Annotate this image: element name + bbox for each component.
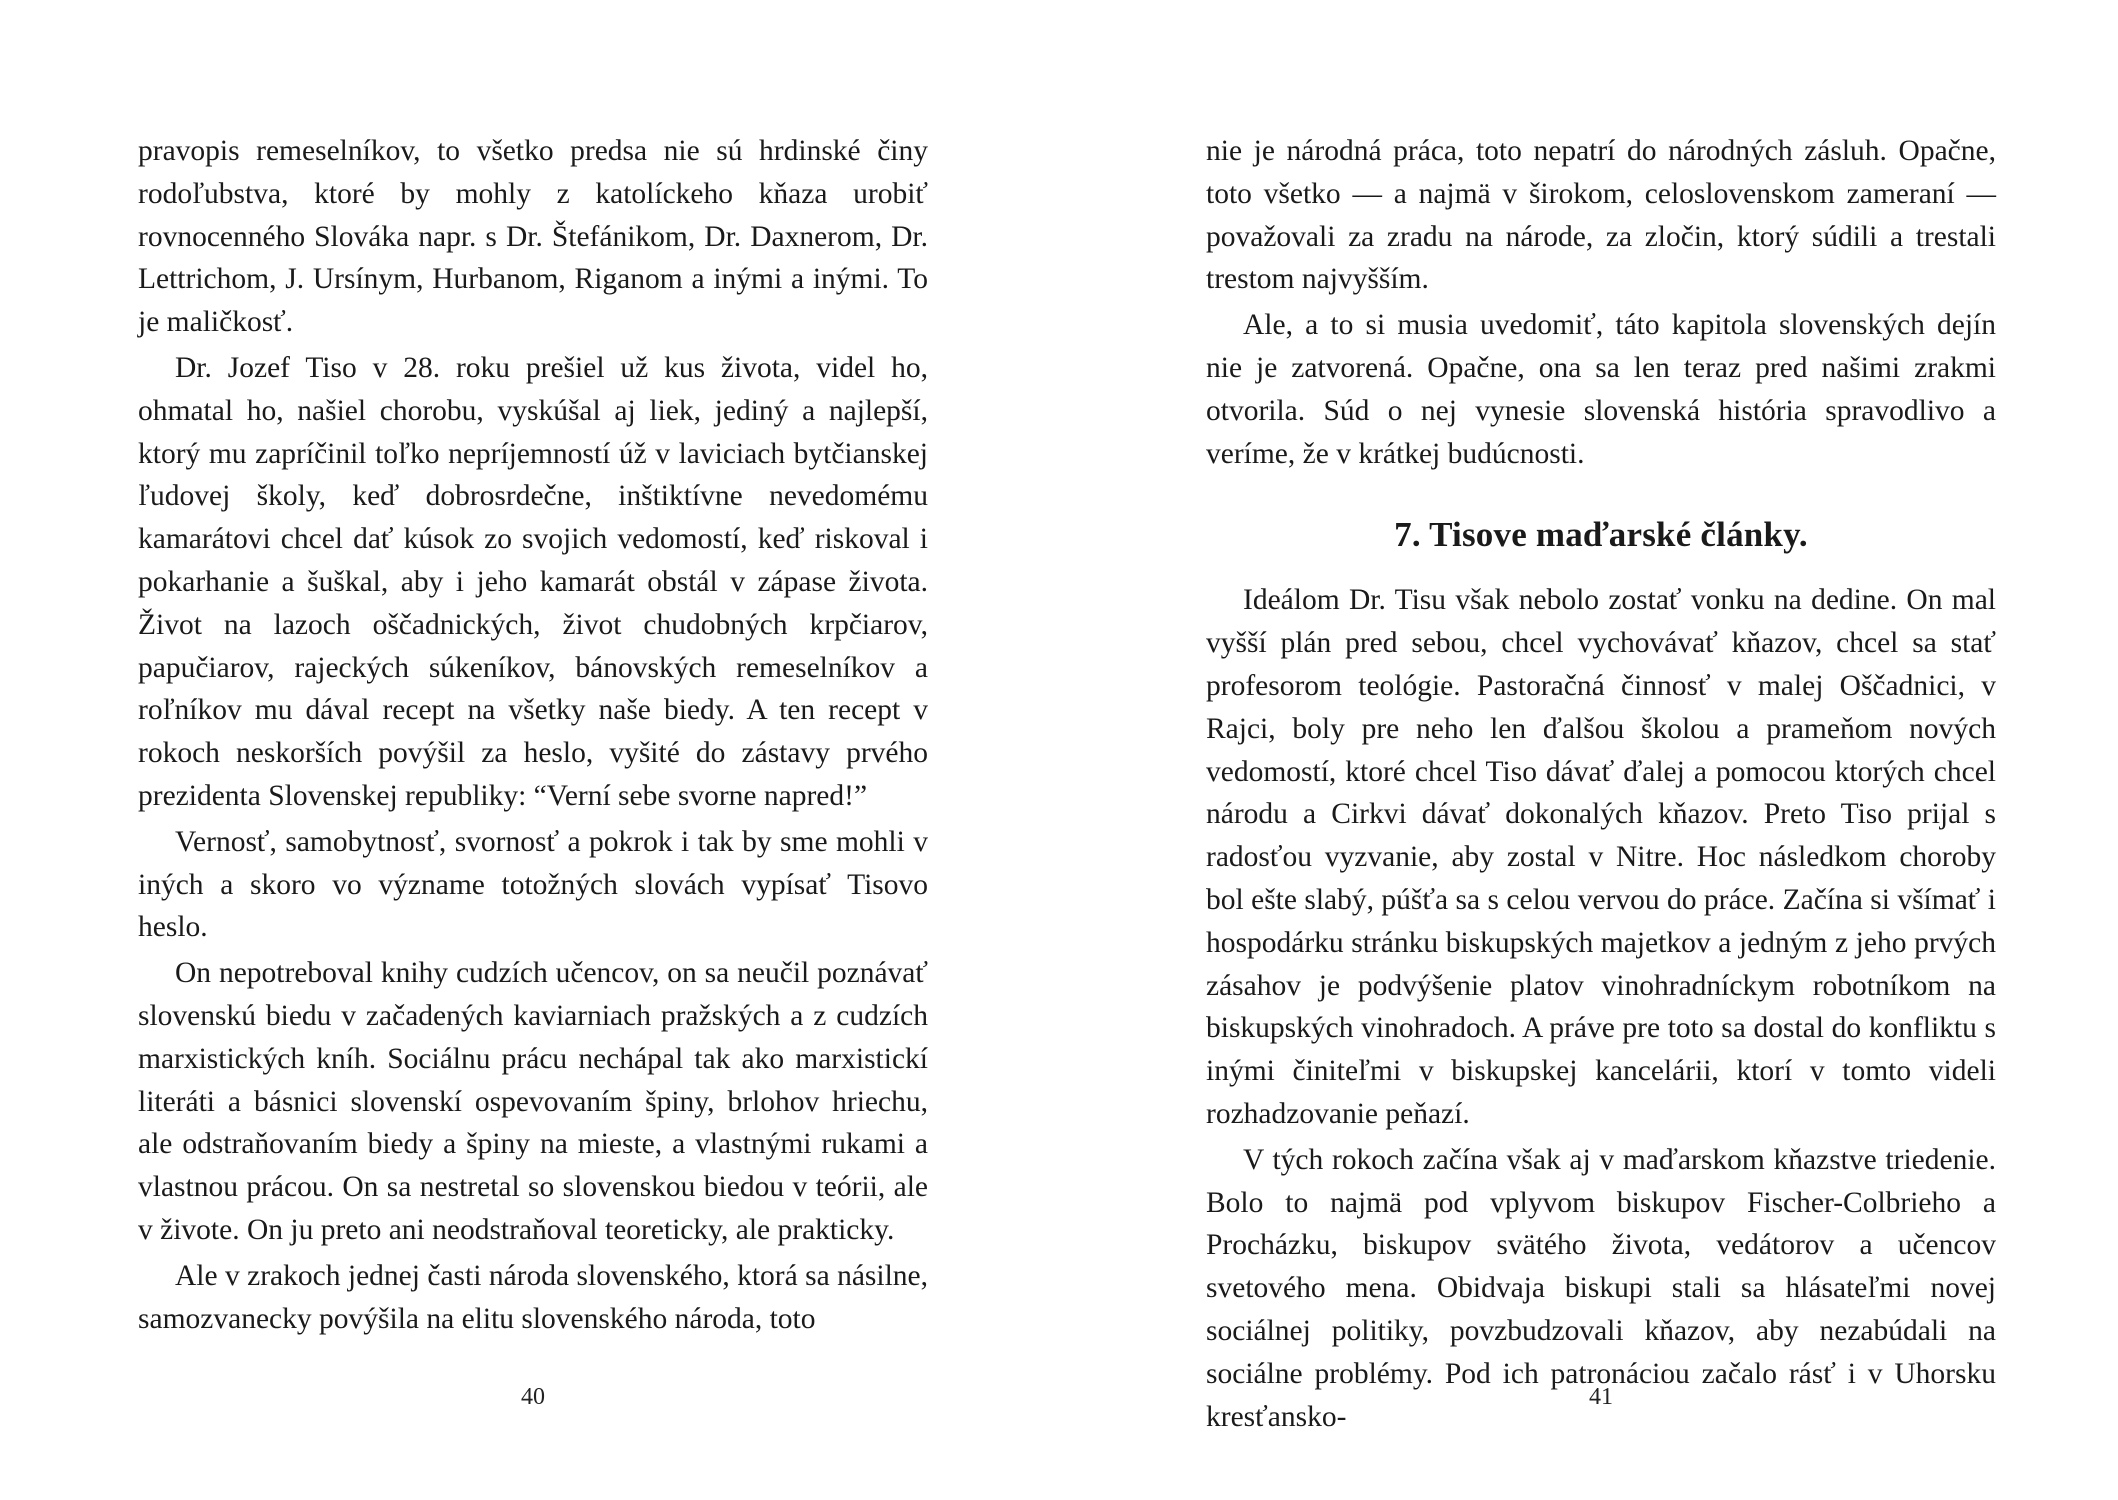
- chapter-heading: 7. Tisove maďarské články.: [1394, 515, 1808, 555]
- paragraph: pravopis remeselníkov, to všetko predsa nie sú hrdinské činy rodoľubstva, ktoré by mohly z katolíckeho kňaza urobiť rovnocenného Slováka napr. s Dr. Štefánikom, Dr. Daxnerom, Dr. Lettrichom, J. Ursínym, Hurbanom, Riganom a inými a inými. To je maličkosť.: [138, 135, 928, 339]
- left-page: [138, 130, 928, 1430]
- page-number-right: 41: [1589, 1384, 1613, 1410]
- paragraph: Vernosť, samobytnosť, svornosť a pokrok i tak by sme mohli v iných a skoro vo význame totožných slovách vypísať Tisovo heslo.: [138, 825, 928, 944]
- paragraph: Ale v zrakoch jednej časti národa slovenského, ktorá sa násilne, samozvanecky povýšila na elitu slovenského národa, toto: [138, 1259, 928, 1335]
- paragraph: Dr. Jozef Tiso v 28. roku prešiel už kus života, videl ho, ohmatal ho, našiel chorobu, vyskúšal aj liek, jediný a najlepší, ktorý mu zapríčinil toľko nepríjemností úž v laviciach bytčianskej ľudovej školy, keď dobrosrdečne, inštiktívne nevedomému kamarátovi chcel dať kúsok zo svojich vedomostí, keď riskoval i pokarhanie a šuškal, aby i jeho kamarát obstál v zápase života. Život na lazoch oščadnických, život chudobných krpčiarov, papučiarov, rajeckých súkeníkov, bánovských remeselníkov a roľníkov mu dával recept na všetky naše biedy. A ten recept v rokoch neskorších povýšil za heslo, vyšité do zástavy prvého prezidenta Slovenskej republiky: “Verní sebe svorne napred!”: [138, 351, 928, 812]
- right-page-text: [1206, 130, 1996, 1438]
- paragraph: On nepotreboval knihy cudzích učencov, on sa neučil poznávať slovenskú biedu v začadených kaviarniach pražských a z cudzích marxistických kníh. Sociálnu prácu nechápal tak ako marxistickí literáti a básnici slovenskí ospevovaním špiny, brlohov hriechu, ale odstraňovaním biedy a špiny na mieste, a vlastnými rukami a vlastnou prácou. On sa nestretal so slovenskou biedou v teórii, ale v živote. On ju preto ani neodstraňoval teoreticky, ale prakticky.: [138, 957, 928, 1246]
- paragraph: Ideálom Dr. Tisu však nebolo zostať vonku na dedine. On mal vyšší plán pred sebou, chcel vychovávať kňazov, chcel sa stať profesorom teológie. Pastoračná činnosť v malej Oščadnici, v Rajci, boly pre neho len ďalšou školou a prameňom nových vedomostí, ktoré chcel Tiso dávať ďalej a pomocou ktorých chcel národu a Cirkvi dávať dokonalých kňazov. Preto Tiso prijal s radosťou vyzvanie, aby zostal v Nitre. Hoc následkom choroby bol ešte slabý, púšťa sa s celou vervou do práce. Začína si všímať i hospodárku stránku biskupských majetkov a jedným z jeho prvých zásahov je podvýšenie platov vinohradníckym robotníkom na biskupských vinohradoch. A práve pre toto sa dostal do konfliktu s inými činiteľmi v biskupskej kancelárii, ktorí v tomto videli rozhadzovanie peňazí.: [1206, 584, 1996, 1130]
- paragraph: V tých rokoch začína však aj v maďarskom kňazstve triedenie. Bolo to najmä pod vplyvom biskupov Fischer-Colbrieho a Procházku, biskupov svätého života, vedátorov a učencov svetového mena. Obidvaja biskupi stali sa hlásateľmi novej sociálnej politiky, povzbudzovali kňazov, aby nezabúdali na sociálne problémy. Pod ich patronáciou začalo rásť i v Uhorsku kresťansko-: [1206, 1143, 1996, 1433]
- paragraph: Ale, a to si musia uvedomiť, táto kapitola slovenských dejín nie je zatvorená. Opačne, ona sa len teraz pred našimi zrakmi otvorila. Súd o nej vynesie slovenská história spravodlivo a veríme, že v krátkej budúcnosti.: [1206, 309, 1996, 470]
- page-number-left: 40: [521, 1384, 545, 1410]
- paragraph: nie je národná práca, toto nepatrí do národných zásluh. Opačne, toto všetko — a najmä v širokom, celoslovenskom zameraní — považovali za zradu na národe, za zločin, ktorý súdili a trestali trestom najvyšším.: [1206, 135, 1996, 296]
- right-page: [1206, 130, 1996, 1433]
- left-page-text: [138, 130, 928, 1340]
